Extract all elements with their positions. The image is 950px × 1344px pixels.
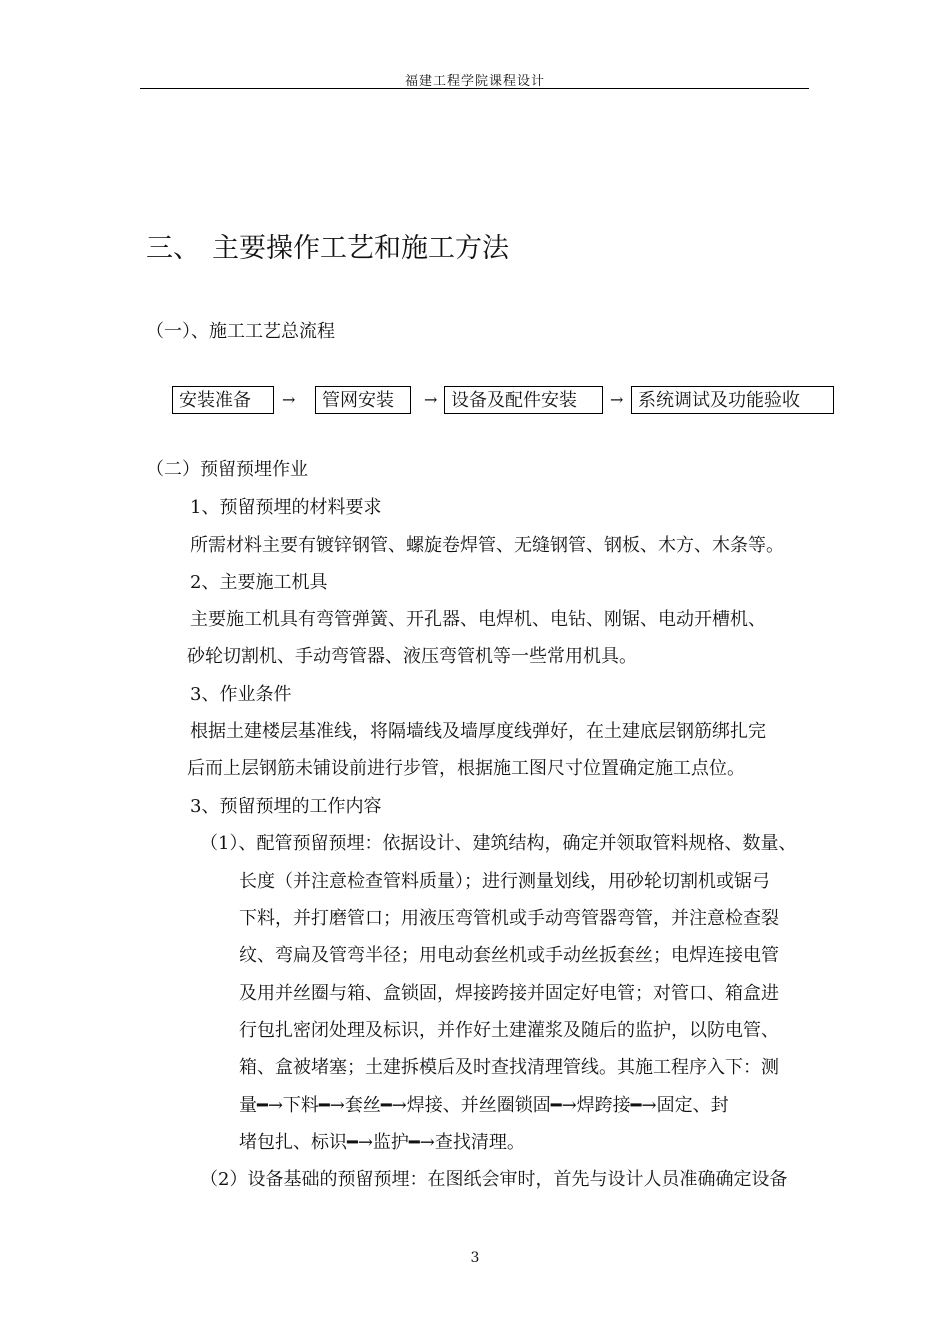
flow-step-4: 系统调试及功能验收 (631, 386, 834, 414)
para-2-line-1: （2）设备基础的预留预埋：在图纸会审时，首先与设计人员准确确定设备 (200, 1169, 788, 1190)
section-number: 三、 (146, 233, 200, 264)
flow-step-1: 安装准备 (172, 386, 274, 414)
item-4-title: 3、预留预埋的工作内容 (190, 796, 382, 817)
para-1-line-1: （1）、配管预留预埋：依据设计、建筑结构，确定并领取管料规格、数量、 (200, 833, 797, 854)
page-number: 3 (470, 1250, 480, 1266)
subsection-1-title: （一）、施工工艺总流程 (146, 321, 335, 342)
flow-step-3: 设备及配件安装 (444, 386, 603, 414)
header-rule (140, 88, 809, 89)
flow-step-2: 管网安装 (315, 386, 411, 414)
page-header-title: 福建工程学院课程设计 (404, 74, 545, 89)
para-1-line-5: 及用并丝圈与箱、盒锁固，焊接跨接并固定好电管；对管口、箱盒进 (239, 983, 779, 1004)
section-heading (146, 226, 509, 265)
flow-arrow-1: → (282, 390, 296, 409)
para-1-line-7: 箱、盒被堵塞；土建拆模后及时查找清理管线。其施工程序入下：测 (239, 1057, 779, 1078)
para-1-line-2: 长度（并注意检查管料质量）；进行测量划线，用砂轮切割机或锯弓 (239, 871, 770, 892)
para-1-line-8: 量━→下料━→套丝━→焊接、并丝圈锁固━→焊跨接━→固定、封 (239, 1095, 729, 1116)
para-1-line-3: 下料，并打磨管口；用液压弯管机或手动弯管器弯管，并注意检查裂 (239, 908, 779, 929)
para-1-line-4: 纹、弯扁及管弯半径；用电动套丝机或手动丝扳套丝；电焊连接电管 (239, 945, 779, 966)
item-2-body-line-1: 主要施工机具有弯管弹簧、开孔器、电焊机、电钻、刚锯、电动开槽机、 (190, 609, 766, 630)
item-3-body-line-1: 根据土建楼层基准线，将隔墙线及墙厚度线弹好，在土建底层钢筋绑扎完 (190, 721, 766, 742)
item-1-title: 1、预留预埋的材料要求 (190, 497, 382, 518)
item-2-body-line-2: 砂轮切割机、手动弯管器、液压弯管机等一些常用机具。 (187, 646, 637, 667)
subsection-2-title: （二）预留预埋作业 (146, 459, 308, 480)
flow-arrow-2: → (424, 390, 438, 409)
para-1-line-9: 堵包扎、标识━→监护━→查找清理。 (239, 1132, 525, 1153)
para-1-line-6: 行包扎密闭处理及标识，并作好土建灌浆及随后的监护，以防电管、 (239, 1020, 779, 1041)
item-3-title: 3、作业条件 (190, 684, 292, 705)
item-3-body-line-2: 后而上层钢筋未铺设前进行步管，根据施工图尺寸位置确定施工点位。 (187, 758, 745, 779)
item-1-body: 所需材料主要有镀锌钢管、螺旋卷焊管、无缝钢管、钢板、木方、木条等。 (190, 535, 784, 556)
section-title: 主要操作工艺和施工方法 (212, 233, 509, 264)
flow-arrow-3: → (610, 390, 624, 409)
item-2-title: 2、主要施工机具 (190, 572, 328, 593)
